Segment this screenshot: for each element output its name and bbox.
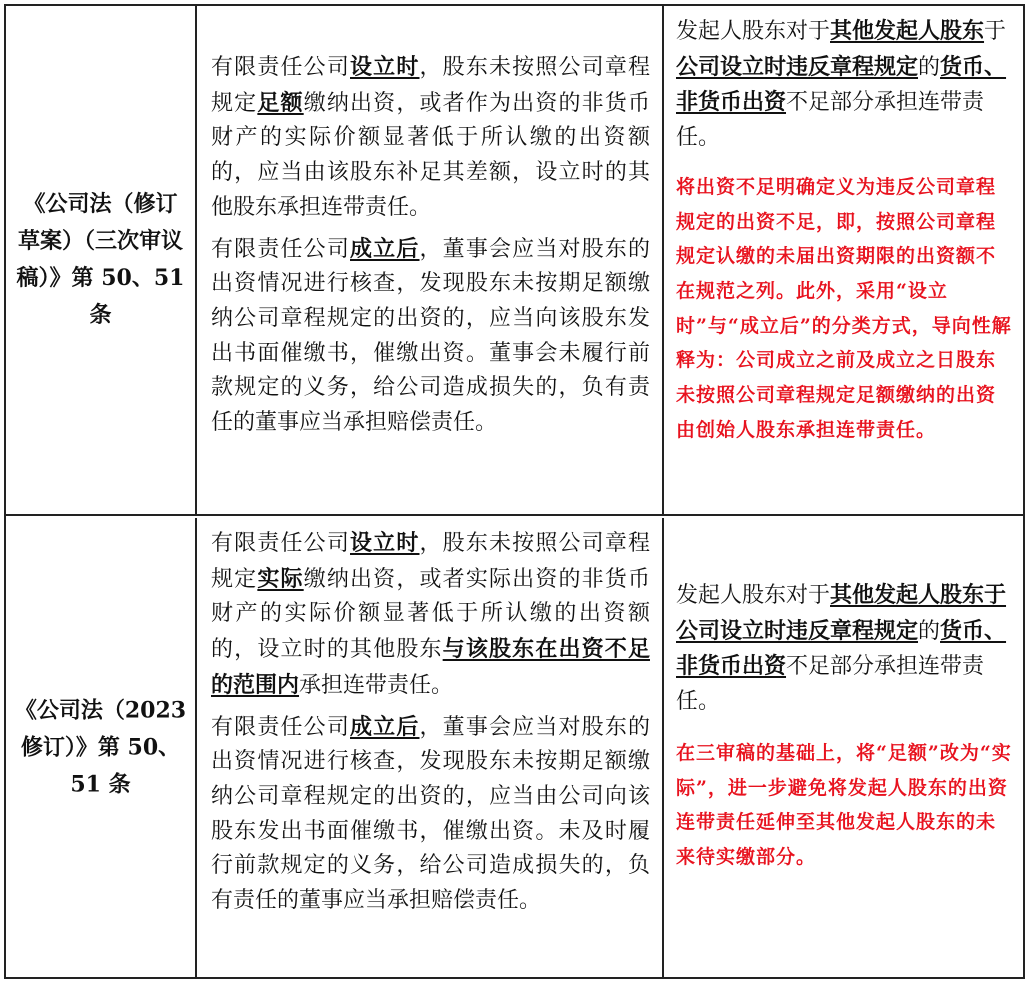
- text-segment: 缴纳出资，或者作为出资的非货币财产的实际价额显著低于所认缴的出资额的，应当由该股东补足其差额，设立时的其他股东承担连带责任。: [211, 90, 650, 220]
- emphasized-text: 其他发起人股东于公司设立时违反章程规定: [676, 582, 1007, 644]
- analysis-cell: [664, 6, 1023, 514]
- liability-summary: [676, 14, 1013, 156]
- comparison-table: [4, 4, 1025, 979]
- emphasized-text: 成立后: [350, 713, 420, 740]
- text-segment: 有限责任公司: [211, 55, 350, 80]
- text-segment: 不足部分承担连带责任。: [676, 654, 985, 715]
- emphasized-text: 公司设立时违反章程规定: [676, 53, 919, 80]
- emphasized-text: 与该股东在出资不足的范围内: [211, 636, 650, 698]
- analysis-cell: [664, 518, 1023, 977]
- table-row: [6, 6, 1023, 516]
- text-segment: 于: [984, 19, 1007, 44]
- text-segment: 的: [918, 54, 941, 80]
- provision-paragraph-establishment: [211, 526, 650, 704]
- emphasized-text: 货币、非货币出资: [676, 53, 1007, 116]
- provision-text-cell: [197, 518, 664, 977]
- law-name-cell: [6, 6, 197, 514]
- text-segment: 有限责任公司: [211, 531, 350, 556]
- text-segment: 发起人股东对于: [676, 19, 831, 44]
- emphasized-text: 足额: [257, 89, 304, 116]
- liability-summary: [676, 578, 1013, 720]
- emphasized-text: 设立时: [350, 54, 420, 80]
- text-segment: 发起人股东对于: [676, 583, 831, 608]
- analysis-comment: 在三审稿的基础上，将“足额”改为“实际”，进一步避免将发起人股东的出资连带责任延伸至其他发起人股东的未来待实缴部分。: [676, 741, 1012, 868]
- text-segment: ，董事会应当对股东的出资情况进行核查，发现股东未按期足额缴纳公司章程规定的出资的，应当向该股东发出书面催缴书，催缴出资。董事会未履行前款规定的义务，给公司造成损失的，负有责任的董事应当承担赔偿责任。: [211, 236, 650, 436]
- analysis-comment: 将出资不足明确定义为违反公司章程规定的出资不足，即，按照公司章程规定认缴的未届出资期限的出资额不在规范之列。此外，采用“设立时”与“成立后”的分类方式，导向性解释为：公司成立之前及成立之日股东未按照公司章程规定足额缴纳的出资由创始人股东承担连带责任。: [676, 175, 1012, 441]
- text-segment: 有限责任公司: [211, 236, 350, 262]
- law-name: 《公司法（2023 修订）》第 50、51 条: [14, 697, 187, 797]
- emphasized-text: 其他发起人股东: [830, 18, 985, 44]
- text-segment: 缴纳出资，或者实际出资的非货币财产的实际价额显著低于所认缴的出资额的，设立时的其他股东: [211, 566, 650, 663]
- table-row: [6, 518, 1023, 977]
- text-segment: 有限责任公司: [211, 714, 350, 740]
- provision-paragraph-establishment: [211, 50, 650, 226]
- text-segment: 的: [918, 618, 941, 644]
- text-segment: 承担连带责任。: [299, 672, 454, 698]
- law-name: 《公司法（修订草案）（三次审议稿）》第 50、51 条: [16, 191, 185, 328]
- provision-paragraph-after-formation: [211, 710, 650, 919]
- text-segment: ，股东未按照公司章程规定: [211, 531, 650, 592]
- emphasized-text: 设立时: [350, 530, 420, 556]
- law-name-cell: [6, 518, 197, 977]
- text-segment: ，董事会应当对股东的出资情况进行核查，发现股东未按期足额缴纳公司章程规定的出资的，应当由公司向该股东发出书面催缴书，催缴出资。未及时履行前款规定的义务，给公司造成损失的，负有责任的董事应当承担赔偿责任。: [211, 714, 650, 914]
- provision-paragraph-after-formation: [211, 232, 650, 441]
- text-segment: 不足部分承担连带责任。: [676, 90, 985, 151]
- text-segment: ，股东未按照公司章程规定: [211, 55, 650, 116]
- emphasized-text: 成立后: [350, 235, 420, 262]
- emphasized-text: 货币、非货币出资: [676, 617, 1007, 680]
- emphasized-text: 实际: [257, 565, 304, 592]
- provision-text-cell: [197, 6, 664, 514]
